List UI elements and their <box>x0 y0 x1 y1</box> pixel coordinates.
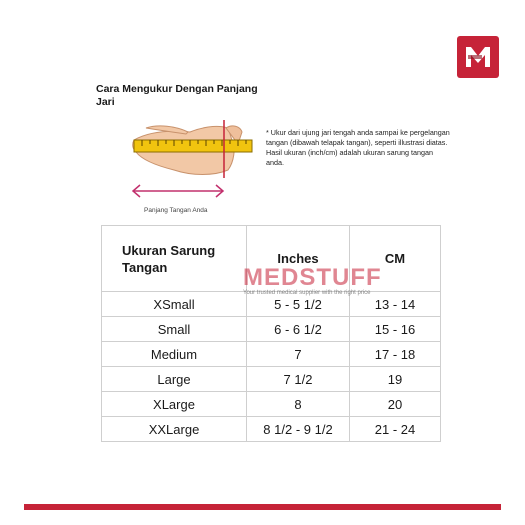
table-row <box>102 392 441 417</box>
table-header-row <box>102 226 441 292</box>
table-row <box>102 417 441 442</box>
size-cell: XXLarge <box>102 417 247 442</box>
medstuff-logo-icon <box>457 36 499 78</box>
hand-measuring-illustration <box>128 118 258 180</box>
inches-cell: 8 <box>247 392 350 417</box>
length-arrow-icon <box>130 183 226 199</box>
cm-cell: 17 - 18 <box>350 342 441 367</box>
table-row <box>102 367 441 392</box>
arrow-caption: Panjang Tangan Anda <box>144 207 208 214</box>
header-cm: CM <box>350 226 441 292</box>
size-cell: Large <box>102 367 247 392</box>
header-inches: Inches <box>247 226 350 292</box>
inches-cell: 5 - 5 1/2 <box>247 292 350 317</box>
size-cell: XLarge <box>102 392 247 417</box>
inches-cell: 8 1/2 - 9 1/2 <box>247 417 350 442</box>
inches-cell: 7 1/2 <box>247 367 350 392</box>
footer-accent-bar <box>24 504 501 510</box>
inches-cell: 6 - 6 1/2 <box>247 317 350 342</box>
table-row <box>102 342 441 367</box>
size-cell: XSmall <box>102 292 247 317</box>
table-row <box>102 292 441 317</box>
watermark-brand: MEDSTUFF <box>243 264 382 291</box>
inches-cell: 7 <box>247 342 350 367</box>
measurement-note: * Ukur dari ujung jari tengah anda sampai ke pergelangan tangan (dibawah telapak tangan), seperti illustrasi diatas. Hasil ukuran (inch/cm) adalah ukuran sarung tangan anda. <box>266 128 450 167</box>
size-chart-table <box>101 225 441 442</box>
table-row <box>102 317 441 342</box>
guide-title: Cara Mengukur Dengan Panjang Jari <box>96 83 258 108</box>
cm-cell: 20 <box>350 392 441 417</box>
watermark-tagline: Your trusted medical supplier with the right price <box>243 290 371 296</box>
cm-cell: 19 <box>350 367 441 392</box>
header-glove-size: Ukuran Sarung Tangan <box>102 226 247 292</box>
size-cell: Medium <box>102 342 247 367</box>
size-cell: Small <box>102 317 247 342</box>
cm-cell: 21 - 24 <box>350 417 441 442</box>
cm-cell: 13 - 14 <box>350 292 441 317</box>
cm-cell: 15 - 16 <box>350 317 441 342</box>
